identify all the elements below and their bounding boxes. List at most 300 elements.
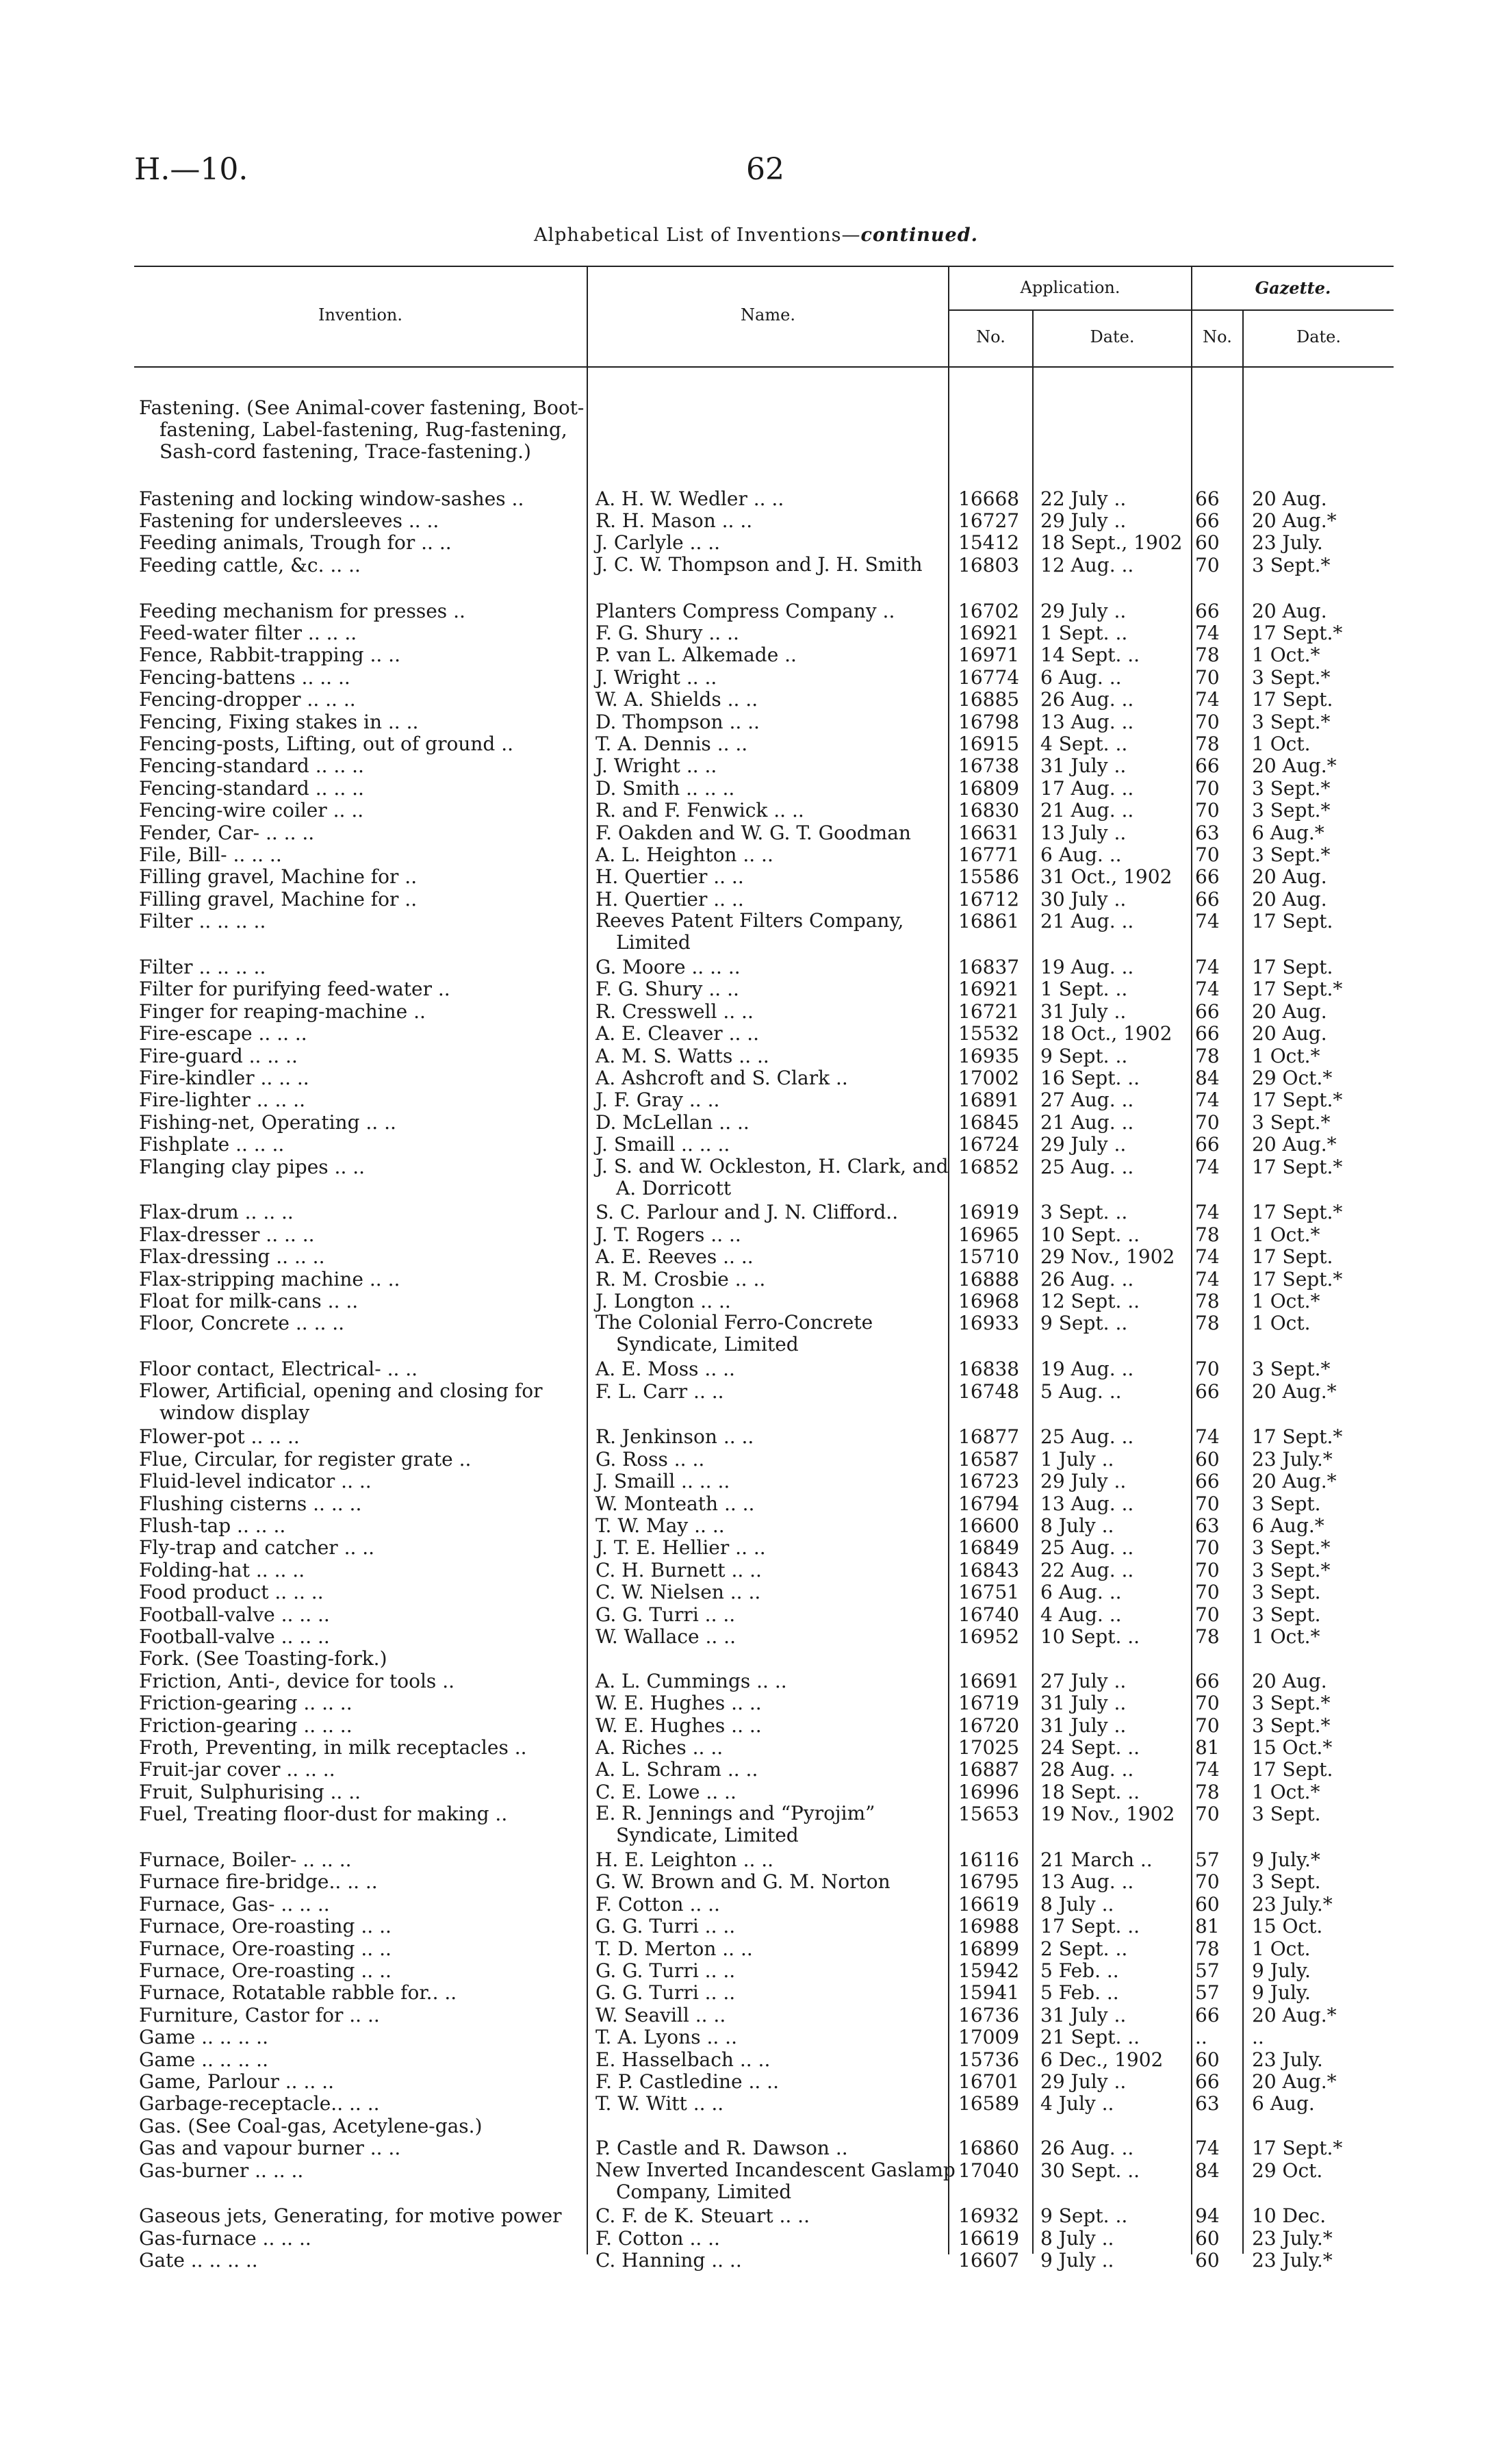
app-date-cell: 6 Aug. .. — [1040, 1581, 1122, 1604]
gazette-no-cell: 74 — [1195, 978, 1220, 1001]
gazette-date-cell: 23 July. — [1252, 2048, 1323, 2071]
app-date-cell: 1 Sept. .. — [1040, 622, 1128, 644]
gazette-no-cell: 70 — [1195, 553, 1220, 576]
invention-cell: Feeding animals, Trough for .. .. — [139, 531, 452, 555]
app-no-cell: 16721 — [958, 1000, 1020, 1023]
app-no-cell: 16691 — [958, 1669, 1020, 1692]
name-cell: C. E. Lowe .. .. — [595, 1780, 736, 1803]
app-date-cell: 17 Sept. .. — [1040, 1915, 1140, 1938]
invention-cell: Friction-gearing .. .. .. — [139, 1714, 353, 1737]
name-cell: G. W. Brown and G. M. Norton — [595, 1870, 890, 1894]
gazette-no-cell: 84 — [1195, 1067, 1220, 1089]
name-cell: F. P. Castledine .. .. — [595, 2070, 779, 2093]
invention-cell: Fencing-dropper .. .. .. — [139, 688, 356, 711]
gazette-no-cell: 66 — [1195, 2003, 1220, 2026]
app-date-cell: 31 July .. — [1040, 2003, 1127, 2026]
app-no-cell: 16795 — [958, 1870, 1020, 1894]
app-date-cell: 9 July .. — [1040, 2249, 1114, 2272]
app-date-cell: 8 July .. — [1040, 1892, 1114, 1916]
gazette-date-cell: 29 Oct. — [1252, 2159, 1323, 2182]
invention-cell: Gas. (See Coal-gas, Acetylene-gas.) — [139, 2114, 483, 2137]
app-date-cell: 6 Aug. .. — [1040, 665, 1122, 689]
gazette-date-cell: 3 Sept. — [1252, 1492, 1321, 1515]
app-date-cell: 29 July .. — [1040, 509, 1127, 532]
app-date-cell: 21 Aug. .. — [1040, 1110, 1134, 1134]
name-cell: A. E. Cleaver .. .. — [595, 1022, 760, 1045]
invention-cell: Gate .. .. .. .. — [139, 2249, 258, 2272]
name-cell: Planters Compress Company .. — [595, 599, 895, 622]
gazette-date-cell: 15 Oct. — [1252, 1915, 1323, 1938]
app-no-cell: 16932 — [958, 2204, 1020, 2228]
gazette-date-cell: 23 July.* — [1252, 1447, 1333, 1471]
name-cell: A. L. Cummings .. .. — [595, 1669, 787, 1692]
app-no-cell: 17002 — [958, 1067, 1020, 1089]
gazette-date-cell: 17 Sept.* — [1252, 1155, 1343, 1178]
gazette-no-cell: 57 — [1195, 1959, 1220, 1982]
app-date-cell: 9 Sept. .. — [1040, 1312, 1128, 1335]
gazette-no-cell: 78 — [1195, 1780, 1220, 1803]
app-no-cell: 16723 — [958, 1470, 1020, 1493]
invention-cell: Fastening and locking window-sashes .. — [139, 487, 524, 510]
name-cell: New Inverted Incandescent Gaslamp Company, Limited — [595, 2158, 956, 2203]
app-date-cell: 9 Sept. .. — [1040, 2204, 1128, 2228]
gazette-no-cell: 63 — [1195, 2092, 1220, 2115]
app-no-cell: 16740 — [958, 1603, 1020, 1626]
app-date-cell: 30 Sept. .. — [1040, 2159, 1140, 2182]
gazette-date-cell: 17 Sept.* — [1252, 1201, 1343, 1224]
app-no-cell: 16899 — [958, 1937, 1020, 1960]
name-cell: W. E. Hughes .. .. — [595, 1692, 762, 1715]
gazette-date-cell: 17 Sept.* — [1252, 622, 1343, 644]
name-cell: D. McLellan .. .. — [595, 1110, 749, 1134]
vrule-invention-name — [587, 266, 588, 2254]
app-no-cell: 16668 — [958, 487, 1020, 510]
name-cell: The Colonial Ferro-Concrete Syndicate, Limited — [595, 1311, 873, 1356]
gazette-no-cell: 78 — [1195, 1937, 1220, 1960]
app-no-cell: 16720 — [958, 1714, 1020, 1737]
app-no-cell: 16719 — [958, 1692, 1020, 1715]
invention-cell: Finger for reaping-machine .. — [139, 1000, 426, 1023]
name-cell: R. and F. Fenwick .. .. — [595, 799, 804, 822]
app-no-cell: 16809 — [958, 776, 1020, 800]
app-date-cell: 21 Sept. .. — [1040, 2026, 1140, 2049]
app-no-cell: 16952 — [958, 1625, 1020, 1648]
app-date-cell: 10 Sept. .. — [1040, 1223, 1140, 1246]
gazette-no-cell: 74 — [1195, 1425, 1220, 1449]
invention-cell: Flanging clay pipes .. .. — [139, 1155, 366, 1178]
name-cell: H. Quertier .. .. — [595, 865, 744, 889]
name-cell: F. G. Shury .. .. — [595, 978, 739, 1001]
gazette-no-cell: 74 — [1195, 1758, 1220, 1781]
gazette-date-cell: 20 Aug. — [1252, 487, 1327, 510]
app-no-cell: 16996 — [958, 1780, 1020, 1803]
gazette-no-cell: 66 — [1195, 865, 1220, 889]
app-no-cell: 16971 — [958, 644, 1020, 667]
invention-cell: Gaseous jets, Generating, for motive power — [139, 2204, 562, 2228]
invention-cell: Flax-dresser .. .. .. — [139, 1223, 315, 1246]
app-no-cell: 16619 — [958, 2226, 1020, 2250]
invention-cell: Garbage-receptacle.. .. .. — [139, 2092, 380, 2115]
gazette-date-cell: 17 Sept.* — [1252, 978, 1343, 1001]
gazette-no-cell: 74 — [1195, 1155, 1220, 1178]
name-cell: F. Cotton .. .. — [595, 1892, 720, 1916]
table-caption — [0, 225, 1512, 246]
app-date-cell: 19 Aug. .. — [1040, 1358, 1134, 1381]
gazette-no-cell: 63 — [1195, 821, 1220, 844]
app-no-cell: 16965 — [958, 1223, 1020, 1246]
gazette-date-cell: 17 Sept. — [1252, 1245, 1333, 1269]
invention-cell: Fork. (See Toasting-fork.) — [139, 1647, 387, 1670]
name-cell: C. H. Burnett .. .. — [595, 1558, 762, 1581]
app-no-cell: 16702 — [958, 599, 1020, 622]
name-cell: W. A. Shields .. .. — [595, 688, 758, 711]
gazette-date-cell: 6 Aug.* — [1252, 821, 1324, 844]
gazette-no-cell: 70 — [1195, 1603, 1220, 1626]
name-cell: C. Hanning .. .. — [595, 2249, 742, 2272]
invention-cell: Fishing-net, Operating .. .. — [139, 1110, 396, 1134]
invention-cell: Feeding mechanism for presses .. — [139, 599, 465, 622]
invention-cell: Fire-lighter .. .. .. — [139, 1089, 305, 1112]
app-no-cell: 16843 — [958, 1558, 1020, 1581]
name-cell: H. E. Leighton .. .. — [595, 1848, 774, 1871]
name-cell: R. H. Mason .. .. — [595, 509, 753, 532]
app-no-cell: 15736 — [958, 2048, 1020, 2071]
gazette-no-cell: 81 — [1195, 1915, 1220, 1938]
invention-cell: Football-valve .. .. .. — [139, 1625, 330, 1648]
name-cell: A. M. S. Watts .. .. — [595, 1044, 769, 1067]
app-no-cell: 16838 — [958, 1358, 1020, 1381]
gazette-date-cell: 3 Sept. — [1252, 1603, 1321, 1626]
gazette-no-cell: 70 — [1195, 1581, 1220, 1604]
invention-cell: Gas-burner .. .. .. — [139, 2159, 304, 2182]
gazette-date-cell: 1 Oct.* — [1252, 644, 1320, 667]
name-cell: E. R. Jennings and “Pyrojim” Syndicate, Limited — [595, 1802, 875, 1847]
app-date-cell: 31 July .. — [1040, 1714, 1127, 1737]
gazette-date-cell: 23 July. — [1252, 531, 1323, 555]
app-no-cell: 15710 — [958, 1245, 1020, 1269]
app-no-cell: 16724 — [958, 1133, 1020, 1156]
header-top-rule — [134, 266, 1394, 267]
gazette-date-cell: 3 Sept.* — [1252, 1536, 1331, 1560]
app-date-cell: 13 Aug. .. — [1040, 1870, 1134, 1894]
gazette-no-cell: 70 — [1195, 1714, 1220, 1737]
invention-cell: File, Bill- .. .. .. — [139, 843, 282, 866]
name-cell: P. Castle and R. Dawson .. — [595, 2137, 848, 2160]
app-no-cell: 16861 — [958, 910, 1020, 933]
invention-cell: Fire-guard .. .. .. — [139, 1044, 298, 1067]
invention-cell: Furnace, Rotatable rabble for.. .. — [139, 1981, 457, 2005]
gazette-no-cell: 78 — [1195, 1290, 1220, 1312]
gazette-date-cell: .. — [1252, 2026, 1264, 2049]
gazette-date-cell: 20 Aug. — [1252, 1000, 1327, 1023]
name-cell: H. Quertier .. .. — [595, 887, 744, 911]
app-date-cell: 27 Aug. .. — [1040, 1089, 1134, 1112]
col-header-gaz-date: Date. — [1296, 327, 1342, 346]
name-cell: R. Jenkinson .. .. — [595, 1425, 754, 1449]
app-no-cell: 16748 — [958, 1379, 1020, 1403]
name-cell: R. M. Crosbie .. .. — [595, 1267, 766, 1290]
vrule-appno-appdate — [1032, 309, 1034, 2254]
app-no-cell: 16919 — [958, 1201, 1020, 1224]
gazette-date-cell: 1 Oct.* — [1252, 1625, 1320, 1648]
group-underline-gazette — [1191, 309, 1394, 311]
gazette-no-cell: 70 — [1195, 1358, 1220, 1381]
name-cell: J. C. W. Thompson and J. H. Smith — [595, 552, 923, 576]
name-cell: W. Monteath .. .. — [595, 1492, 755, 1515]
name-cell: J. Wright .. .. — [595, 754, 717, 778]
gazette-date-cell: 3 Sept.* — [1252, 1358, 1331, 1381]
gazette-no-cell: 78 — [1195, 1625, 1220, 1648]
invention-cell: Gas and vapour burner .. .. — [139, 2137, 401, 2160]
app-no-cell: 15941 — [958, 1981, 1020, 2005]
app-no-cell: 15653 — [958, 1803, 1020, 1826]
name-cell: J. Smaill .. .. .. — [595, 1470, 730, 1493]
invention-cell: Fuel, Treating floor-dust for making .. — [139, 1803, 508, 1826]
gazette-date-cell: 3 Sept.* — [1252, 776, 1331, 800]
app-no-cell: 16830 — [958, 799, 1020, 822]
app-date-cell: 2 Sept. .. — [1040, 1937, 1128, 1960]
app-date-cell: 16 Sept. .. — [1040, 1067, 1140, 1089]
app-no-cell: 16933 — [958, 1312, 1020, 1335]
name-cell: J. T. Rogers .. .. — [595, 1223, 741, 1246]
app-no-cell: 16712 — [958, 887, 1020, 911]
invention-cell: Food product .. .. .. — [139, 1581, 324, 1604]
name-cell: Reeves Patent Filters Company, Limited — [595, 909, 904, 954]
name-cell: D. Smith .. .. .. — [595, 776, 735, 800]
name-cell: T. W. May .. .. — [595, 1514, 725, 1537]
app-date-cell: 26 Aug. .. — [1040, 2137, 1134, 2160]
gazette-no-cell: 60 — [1195, 1892, 1220, 1916]
gazette-no-cell: 66 — [1195, 2070, 1220, 2093]
gazette-no-cell: 66 — [1195, 1022, 1220, 1045]
gazette-date-cell: 9 July.* — [1252, 1848, 1320, 1871]
app-no-cell: 16888 — [958, 1267, 1020, 1290]
app-no-cell: 16727 — [958, 509, 1020, 532]
app-no-cell: 17009 — [958, 2026, 1020, 2049]
gazette-no-cell: 63 — [1195, 1514, 1220, 1537]
app-no-cell: 16794 — [958, 1492, 1020, 1515]
app-date-cell: 8 July .. — [1040, 2226, 1114, 2250]
vrule-gazno-gazdate — [1242, 309, 1244, 2254]
name-cell: J. Longton .. .. — [595, 1290, 731, 1312]
app-no-cell: 16837 — [958, 956, 1020, 978]
gazette-no-cell: 66 — [1195, 509, 1220, 532]
gazette-date-cell: 6 Aug. — [1252, 2092, 1315, 2115]
app-no-cell: 16774 — [958, 665, 1020, 689]
name-cell: A. Riches .. .. — [595, 1736, 723, 1759]
invention-cell: Filling gravel, Machine for .. — [139, 865, 418, 889]
gazette-date-cell: 17 Sept.* — [1252, 2137, 1343, 2160]
app-no-cell: 17025 — [958, 1736, 1020, 1759]
gazette-date-cell: 20 Aug. — [1252, 1669, 1327, 1692]
invention-cell: Fencing-standard .. .. .. — [139, 754, 364, 778]
name-cell: E. Hasselbach .. .. — [595, 2048, 771, 2071]
invention-cell: Feed-water filter .. .. .. — [139, 622, 357, 644]
page-id: H.—10. — [134, 152, 248, 187]
invention-cell: Gas-furnace .. .. .. — [139, 2226, 311, 2250]
invention-cell: Filter .. .. .. .. — [139, 910, 266, 933]
name-cell: T. D. Merton .. .. — [595, 1937, 753, 1960]
app-no-cell: 16736 — [958, 2003, 1020, 2026]
app-date-cell: 18 Oct., 1902 — [1040, 1022, 1173, 1045]
app-date-cell: 26 Aug. .. — [1040, 1267, 1134, 1290]
gazette-no-cell: 70 — [1195, 799, 1220, 822]
invention-cell: Froth, Preventing, in milk receptacles .. — [139, 1736, 527, 1759]
app-no-cell: 16619 — [958, 1892, 1020, 1916]
gazette-date-cell: 3 Sept.* — [1252, 710, 1331, 733]
app-no-cell: 16600 — [958, 1514, 1020, 1537]
name-cell: A. E. Reeves .. .. — [595, 1245, 754, 1269]
app-date-cell: 4 Sept. .. — [1040, 733, 1128, 755]
gazette-date-cell: 3 Sept. — [1252, 1870, 1321, 1894]
gazette-no-cell: 74 — [1195, 1089, 1220, 1112]
app-date-cell: 21 Aug. .. — [1040, 910, 1134, 933]
invention-cell: Flax-drum .. .. .. — [139, 1201, 294, 1224]
gazette-no-cell: 66 — [1195, 487, 1220, 510]
gazette-date-cell: 6 Aug.* — [1252, 1514, 1324, 1537]
invention-cell: Fender, Car- .. .. .. — [139, 821, 315, 844]
name-cell: W. E. Hughes .. .. — [595, 1714, 762, 1737]
app-date-cell: 30 July .. — [1040, 887, 1127, 911]
app-date-cell: 13 Aug. .. — [1040, 1492, 1134, 1515]
invention-cell: Furnace fire-bridge.. .. .. — [139, 1870, 378, 1894]
app-no-cell: 16885 — [958, 688, 1020, 711]
header-bottom-rule — [134, 366, 1394, 368]
app-no-cell: 16887 — [958, 1758, 1020, 1781]
name-cell: F. Oakden and W. G. T. Goodman — [595, 821, 911, 844]
gazette-date-cell: 1 Oct.* — [1252, 1044, 1320, 1067]
invention-cell: Friction-gearing .. .. .. — [139, 1692, 353, 1715]
gazette-date-cell: 20 Aug.* — [1252, 754, 1337, 778]
app-no-cell: 16852 — [958, 1155, 1020, 1178]
app-no-cell: 16751 — [958, 1581, 1020, 1604]
gazette-date-cell: 3 Sept.* — [1252, 1110, 1331, 1134]
name-cell: A. Ashcroft and S. Clark .. — [595, 1067, 848, 1089]
app-date-cell: 14 Sept. .. — [1040, 644, 1140, 667]
gazette-date-cell: 20 Aug.* — [1252, 2003, 1337, 2026]
app-date-cell: 29 July .. — [1040, 1133, 1127, 1156]
gazette-date-cell: 3 Sept. — [1252, 1803, 1321, 1826]
gazette-date-cell: 17 Sept. — [1252, 956, 1333, 978]
name-cell: A. E. Moss .. .. — [595, 1358, 735, 1381]
name-cell: T. A. Dennis .. .. — [595, 733, 748, 755]
name-cell: F. G. Shury .. .. — [595, 622, 739, 644]
invention-cell: Furnace, Gas- .. .. .. — [139, 1892, 330, 1916]
app-no-cell: 16849 — [958, 1536, 1020, 1560]
gazette-no-cell: 94 — [1195, 2204, 1220, 2228]
gazette-date-cell: 3 Sept.* — [1252, 843, 1331, 866]
group-underline-application — [948, 309, 1191, 311]
gazette-no-cell: 81 — [1195, 1736, 1220, 1759]
invention-cell: Furnace, Boiler- .. .. .. — [139, 1848, 352, 1871]
name-cell: J. Carlyle .. .. — [595, 531, 721, 555]
col-header-name: Name. — [741, 305, 795, 325]
app-date-cell: 25 Aug. .. — [1040, 1425, 1134, 1449]
gazette-no-cell: 70 — [1195, 665, 1220, 689]
name-cell: F. Cotton .. .. — [595, 2226, 720, 2250]
invention-cell: Folding-hat .. .. .. — [139, 1558, 305, 1581]
gazette-no-cell: 74 — [1195, 1267, 1220, 1290]
gazette-date-cell: 1 Oct.* — [1252, 1780, 1320, 1803]
gazette-no-cell: 60 — [1195, 531, 1220, 555]
name-cell: F. L. Carr .. .. — [595, 1379, 724, 1403]
name-cell: J. T. E. Hellier .. .. — [595, 1536, 766, 1560]
name-cell: G. G. Turri .. .. — [595, 1603, 736, 1626]
invention-cell: Fencing-standard .. .. .. — [139, 776, 364, 800]
gazette-date-cell: 15 Oct.* — [1252, 1736, 1333, 1759]
invention-cell: Game .. .. .. .. — [139, 2048, 268, 2071]
gazette-date-cell: 20 Aug. — [1252, 887, 1327, 911]
app-date-cell: 6 Aug. .. — [1040, 843, 1122, 866]
name-cell: W. Wallace .. .. — [595, 1625, 736, 1648]
app-date-cell: 5 Aug. .. — [1040, 1379, 1122, 1403]
app-date-cell: 19 Aug. .. — [1040, 956, 1134, 978]
gazette-date-cell: 17 Sept. — [1252, 910, 1333, 933]
app-no-cell: 16116 — [958, 1848, 1020, 1871]
app-no-cell: 16589 — [958, 2092, 1020, 2115]
gazette-no-cell: 78 — [1195, 644, 1220, 667]
app-no-cell: 17040 — [958, 2159, 1020, 2182]
app-date-cell: 18 Sept. .. — [1040, 1780, 1140, 1803]
gazette-date-cell: 1 Oct.* — [1252, 1223, 1320, 1246]
app-no-cell: 15532 — [958, 1022, 1020, 1045]
app-no-cell: 16587 — [958, 1447, 1020, 1471]
invention-cell: Furniture, Castor for .. .. — [139, 2003, 380, 2026]
app-date-cell: 31 July .. — [1040, 754, 1127, 778]
app-date-cell: 27 July .. — [1040, 1669, 1127, 1692]
col-header-application: Application. — [1020, 278, 1120, 297]
app-no-cell: 16701 — [958, 2070, 1020, 2093]
invention-cell: Fencing, Fixing stakes in .. .. — [139, 710, 419, 733]
invention-cell: Filter .. .. .. .. — [139, 956, 266, 978]
gazette-no-cell: 66 — [1195, 1379, 1220, 1403]
app-date-cell: 31 July .. — [1040, 1000, 1127, 1023]
invention-cell: Filter for purifying feed-water .. — [139, 978, 450, 1001]
invention-cell: Flower-pot .. .. .. — [139, 1425, 300, 1449]
gazette-no-cell: 70 — [1195, 1870, 1220, 1894]
gazette-no-cell: 60 — [1195, 2249, 1220, 2272]
invention-cell: Fruit-jar cover .. .. .. — [139, 1758, 335, 1781]
name-cell: T. W. Witt .. .. — [595, 2092, 724, 2115]
gazette-no-cell: 74 — [1195, 1245, 1220, 1269]
app-date-cell: 25 Aug. .. — [1040, 1536, 1134, 1560]
app-date-cell: 31 Oct., 1902 — [1040, 865, 1173, 889]
vrule-app-gazette — [1191, 266, 1192, 2254]
app-no-cell: 16921 — [958, 978, 1020, 1001]
invention-cell: Fence, Rabbit-trapping .. .. — [139, 644, 400, 667]
gazette-no-cell: 66 — [1195, 1470, 1220, 1493]
invention-cell: Feeding cattle, &c. .. .. — [139, 553, 361, 576]
gazette-no-cell: 74 — [1195, 688, 1220, 711]
app-no-cell: 15942 — [958, 1959, 1020, 1982]
caption-continued: continued. — [860, 225, 978, 246]
gazette-no-cell: 70 — [1195, 843, 1220, 866]
invention-cell: Flue, Circular, for register grate .. — [139, 1447, 472, 1471]
app-date-cell: 4 Aug. .. — [1040, 1603, 1122, 1626]
gazette-date-cell: 20 Aug. — [1252, 1022, 1327, 1045]
app-date-cell: 12 Sept. .. — [1040, 1290, 1140, 1312]
name-cell: A. L. Heighton .. .. — [595, 843, 773, 866]
invention-cell: Floor contact, Electrical- .. .. — [139, 1358, 418, 1381]
gazette-date-cell: 20 Aug. — [1252, 865, 1327, 889]
app-no-cell: 16845 — [958, 1110, 1020, 1134]
gazette-date-cell: 23 July.* — [1252, 2249, 1333, 2272]
gazette-date-cell: 3 Sept.* — [1252, 1558, 1331, 1581]
gazette-no-cell: 70 — [1195, 710, 1220, 733]
app-no-cell: 16968 — [958, 1290, 1020, 1312]
app-date-cell: 29 July .. — [1040, 1470, 1127, 1493]
name-cell: G. G. Turri .. .. — [595, 1981, 736, 2005]
